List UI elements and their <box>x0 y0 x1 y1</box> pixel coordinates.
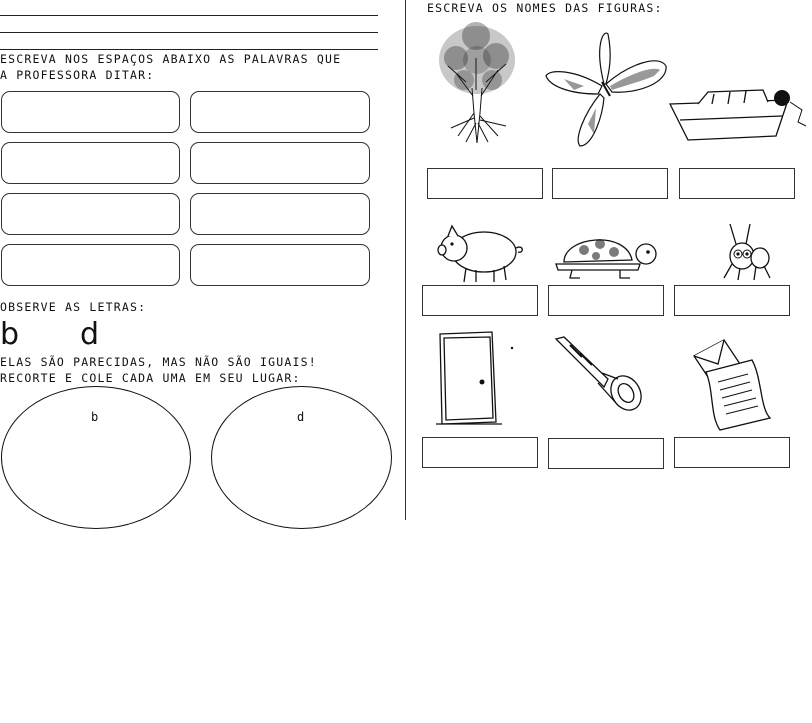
dictation-instruction-line1: ESCREVA NOS ESPAÇOS ABAIXO AS PALAVRAS QUE <box>0 52 342 66</box>
figure-name-box-4[interactable] <box>422 285 538 316</box>
dictation-box-2[interactable] <box>190 91 370 133</box>
writing-line-3 <box>0 49 378 50</box>
column-divider <box>405 0 406 520</box>
letter-d: d <box>80 317 100 352</box>
dictation-box-3[interactable] <box>1 142 180 184</box>
writing-line-1 <box>0 15 378 16</box>
figure-name-box-2[interactable] <box>552 168 668 199</box>
names-instruction: ESCREVA OS NOMES DAS FIGURAS: <box>427 1 663 15</box>
dictation-instruction-line2: A PROFESSORA DITAR: <box>0 68 155 82</box>
tree-icon <box>436 18 518 144</box>
oval-b[interactable] <box>1 386 191 529</box>
oval-d[interactable] <box>211 386 392 529</box>
figure-name-box-8[interactable] <box>548 438 664 469</box>
butterfly-icon <box>544 24 668 148</box>
figure-name-box-1[interactable] <box>427 168 543 199</box>
turtle-icon <box>550 228 660 280</box>
letter-icon <box>690 338 774 432</box>
pig-icon <box>436 222 526 284</box>
dictation-box-5[interactable] <box>1 193 180 235</box>
letter-b: b <box>0 317 20 352</box>
figure-name-box-6[interactable] <box>674 285 790 316</box>
door-icon <box>432 330 516 426</box>
figure-name-box-5[interactable] <box>548 285 664 316</box>
similar-text: ELAS SÃO PARECIDAS, MAS NÃO SÃO IGUAIS! <box>0 355 317 369</box>
trumpet-icon <box>552 333 652 413</box>
oval-b-label: b <box>91 410 99 424</box>
figure-name-box-3[interactable] <box>679 168 795 199</box>
dictation-box-7[interactable] <box>1 244 180 286</box>
observe-label: OBSERVE AS LETRAS: <box>0 300 147 314</box>
cut-paste-text: RECORTE E COLE CADA UMA EM SEU LUGAR: <box>0 371 301 385</box>
dictation-box-8[interactable] <box>190 244 370 286</box>
dictation-box-4[interactable] <box>190 142 370 184</box>
figure-name-box-9[interactable] <box>674 437 790 468</box>
ant-icon <box>720 220 776 282</box>
boat-icon <box>668 86 808 144</box>
dictation-box-1[interactable] <box>1 91 180 133</box>
oval-d-label: d <box>297 410 305 424</box>
writing-line-2 <box>0 32 378 33</box>
dictation-box-6[interactable] <box>190 193 370 235</box>
figure-name-box-7[interactable] <box>422 437 538 468</box>
